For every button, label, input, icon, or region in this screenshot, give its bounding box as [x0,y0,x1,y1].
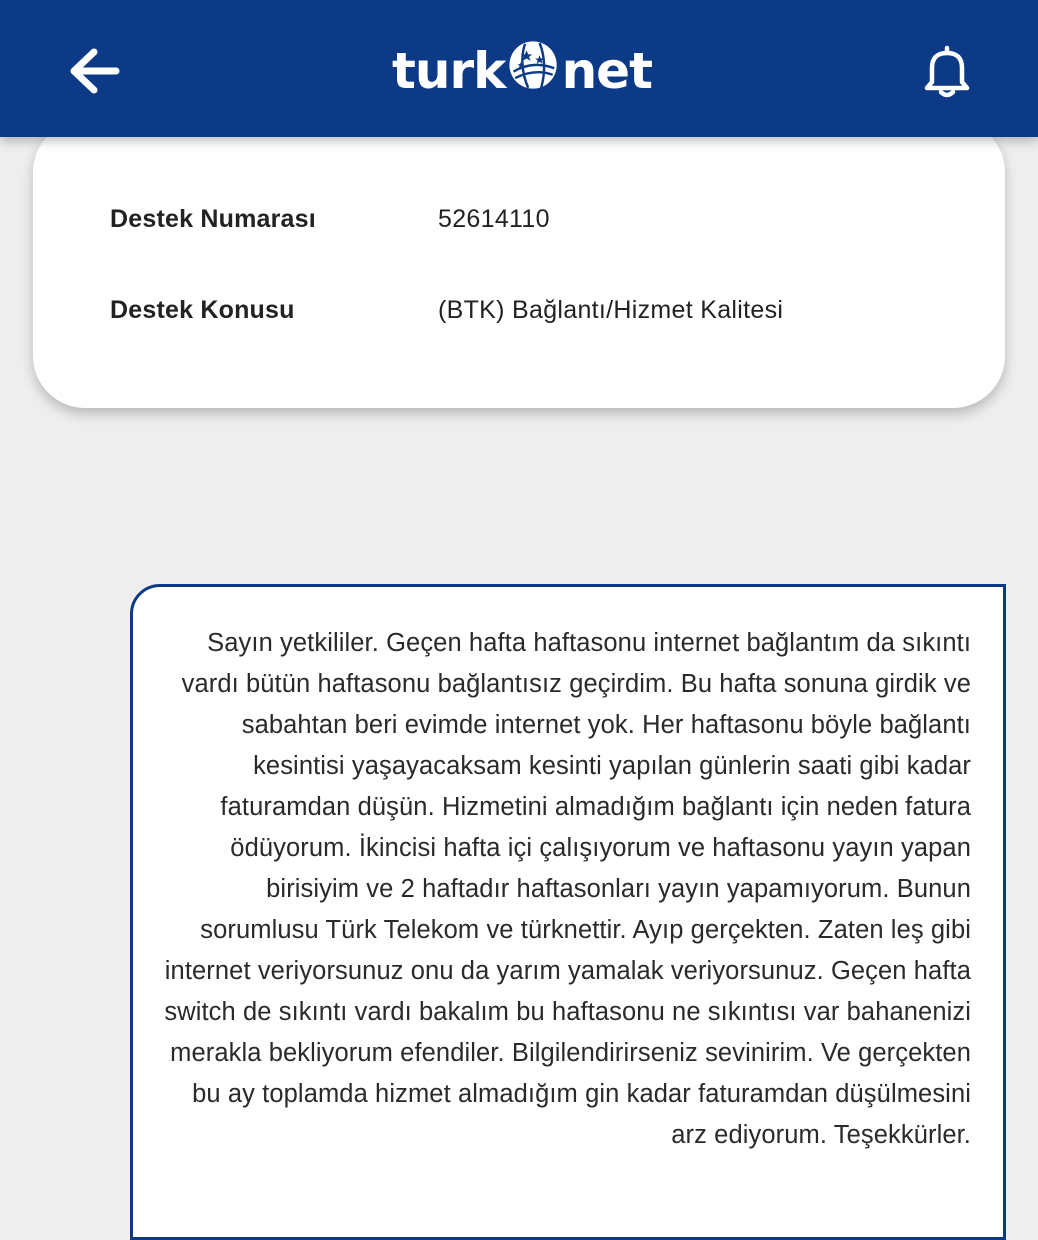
back-button[interactable] [58,38,130,104]
ticket-subject-row [110,296,783,325]
logo-text-net: net [561,42,652,100]
ticket-number-value: 52614110 [438,205,550,233]
ticket-subject-label: Destek Konusu [110,296,295,324]
ticket-info-card [33,120,1005,408]
message-bubble [130,584,1006,1240]
ticket-number-label: Destek Numarası [110,205,316,233]
message-text: Sayın yetkililer. Geçen hafta haftasonu internet bağlantım da sıkıntı vardı bütün haftasonu bağlantısız geçirdim. Bu hafta sonuna girdik ve sabahtan beri evimde internet yok. Her haftasonu böyle bağlantı kesintisi yaşayacaksam kesinti yapılan günlerin saati gibi kadar faturamdan düşün. Hizmetini almadığım bağlantı için neden fatura ödüyorum. İkincisi hafta içi çalışıyorum ve haftasonu yayın yapan birisiyim ve 2 haftadır haftasonları yayın yapamıyorum. Bunun sorumlusu Türk Telekom ve türknettir. Ayıp gerçekten. Zaten leş gibi internet veriyorsunuz onu da yarım yamalak veriyorsunuz. Geçen hafta switch de sıkıntı vardı bakalım bu haftasonu ne sıkıntısı var bahanenizi merakla bekliyorum efendiler. Bilgilendirirseniz sevinirim. Ve gerçekten bu ay toplamda hizmet almadığım gin kadar faturamdan düşülmesini arz ediyorum. Teşekkürler. [164,629,971,1149]
ticket-subject-value: (BTK) Bağlantı/Hizmet Kalitesi [438,296,784,324]
app-bar [0,0,1038,137]
bell-icon [922,44,972,98]
logo-text-turk: turk [392,42,506,100]
arrow-left-icon [68,48,120,94]
ticket-number-row [110,205,550,234]
turknet-logo [392,26,652,116]
notifications-button[interactable] [912,36,982,106]
globe-icon [507,33,559,97]
